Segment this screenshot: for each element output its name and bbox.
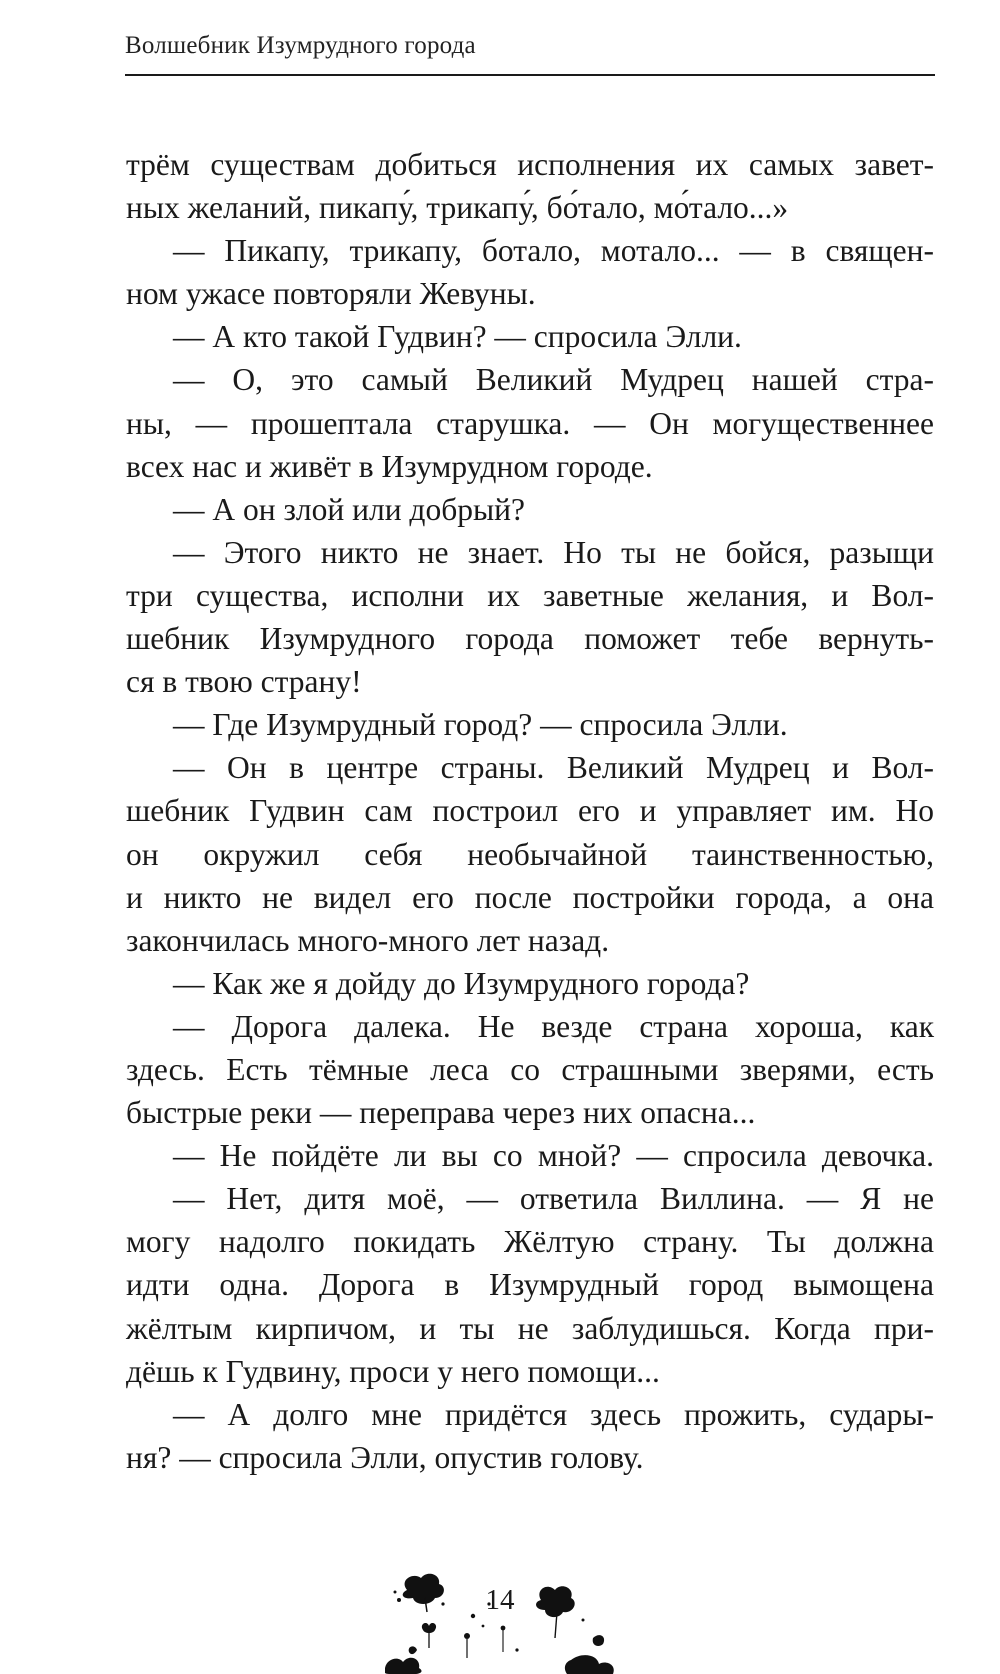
text-line: — Не пойдёте ли вы со мной? — спросила девочка.	[173, 1138, 934, 1174]
body-text	[126, 143, 934, 1479]
text-line: ном ужасе повторяли Жевуны.	[126, 276, 536, 312]
text-line: шебник Гудвин сам построил его и управляет им. Но	[126, 793, 934, 829]
text-line: он окружил себя необычайной таинственностью,	[126, 836, 934, 872]
text-line: ся в твою страну!	[126, 664, 362, 700]
text-line: — О, это самый Великий Мудрец нашей стра-	[173, 362, 934, 398]
text-line: — Дорога далека. Не везде страна хороша, как	[173, 1008, 934, 1044]
text-line: ных желаний, пикапу́, трикапу́, бо́тало, мо́тало...»	[126, 190, 789, 226]
text-line: трём существам добиться исполнения их самых завет-	[126, 147, 934, 182]
header-rule	[125, 74, 935, 76]
text-line: — Где Изумрудный город? — спросила Элли.	[173, 707, 788, 743]
text-line: — Этого никто не знает. Но ты не бойся, разыщи	[173, 534, 934, 570]
text-line: — Как же я дойду до Изумрудного города?	[173, 965, 750, 1001]
text-line: — А долго мне придётся здесь прожить, судары-	[173, 1396, 934, 1432]
text-line: ня? — спросила Элли, опустив голову.	[126, 1439, 644, 1475]
text-line: идти одна. Дорога в Изумрудный город вымощена	[126, 1267, 934, 1303]
text-line: и никто не видел его после постройки города, а она	[126, 879, 934, 915]
text-line: ны, — прошептала старушка. — Он могущественнее	[126, 405, 934, 441]
text-line: — Пикапу, трикапу, ботало, мотало... — в священ-	[173, 233, 934, 269]
text-line: всех нас и живёт в Изумрудном городе.	[126, 448, 653, 484]
running-head: Волшебник Изумрудного города	[125, 32, 476, 59]
text-line: — Он в центре страны. Великий Мудрец и Вол-	[173, 750, 934, 786]
text-line: могу надолго покидать Жёлтую страну. Ты должна	[126, 1224, 934, 1260]
text-line: закончилась много-много лет назад.	[126, 922, 610, 958]
text-line: дёшь к Гудвину, проси у него помощи...	[126, 1353, 660, 1389]
text-line: — А он злой или добрый?	[173, 491, 525, 527]
text-line: быстрые реки — переправа через них опасна...	[126, 1095, 756, 1131]
page-number: 14	[485, 1584, 515, 1616]
text-line: здесь. Есть тёмные леса со страшными зверями, есть	[126, 1051, 934, 1087]
text-line: — А кто такой Гудвин? — спросила Элли.	[173, 319, 742, 355]
text-line: шебник Изумрудного города поможет тебе вернуть-	[126, 621, 934, 657]
text-line: жёлтым кирпичом, и ты не заблудишься. Когда при-	[126, 1310, 934, 1346]
text-line: три существа, исполни их заветные желания, и Вол-	[126, 577, 934, 613]
text-line: — Нет, дитя моё, — ответила Виллина. — Я не	[173, 1181, 934, 1217]
